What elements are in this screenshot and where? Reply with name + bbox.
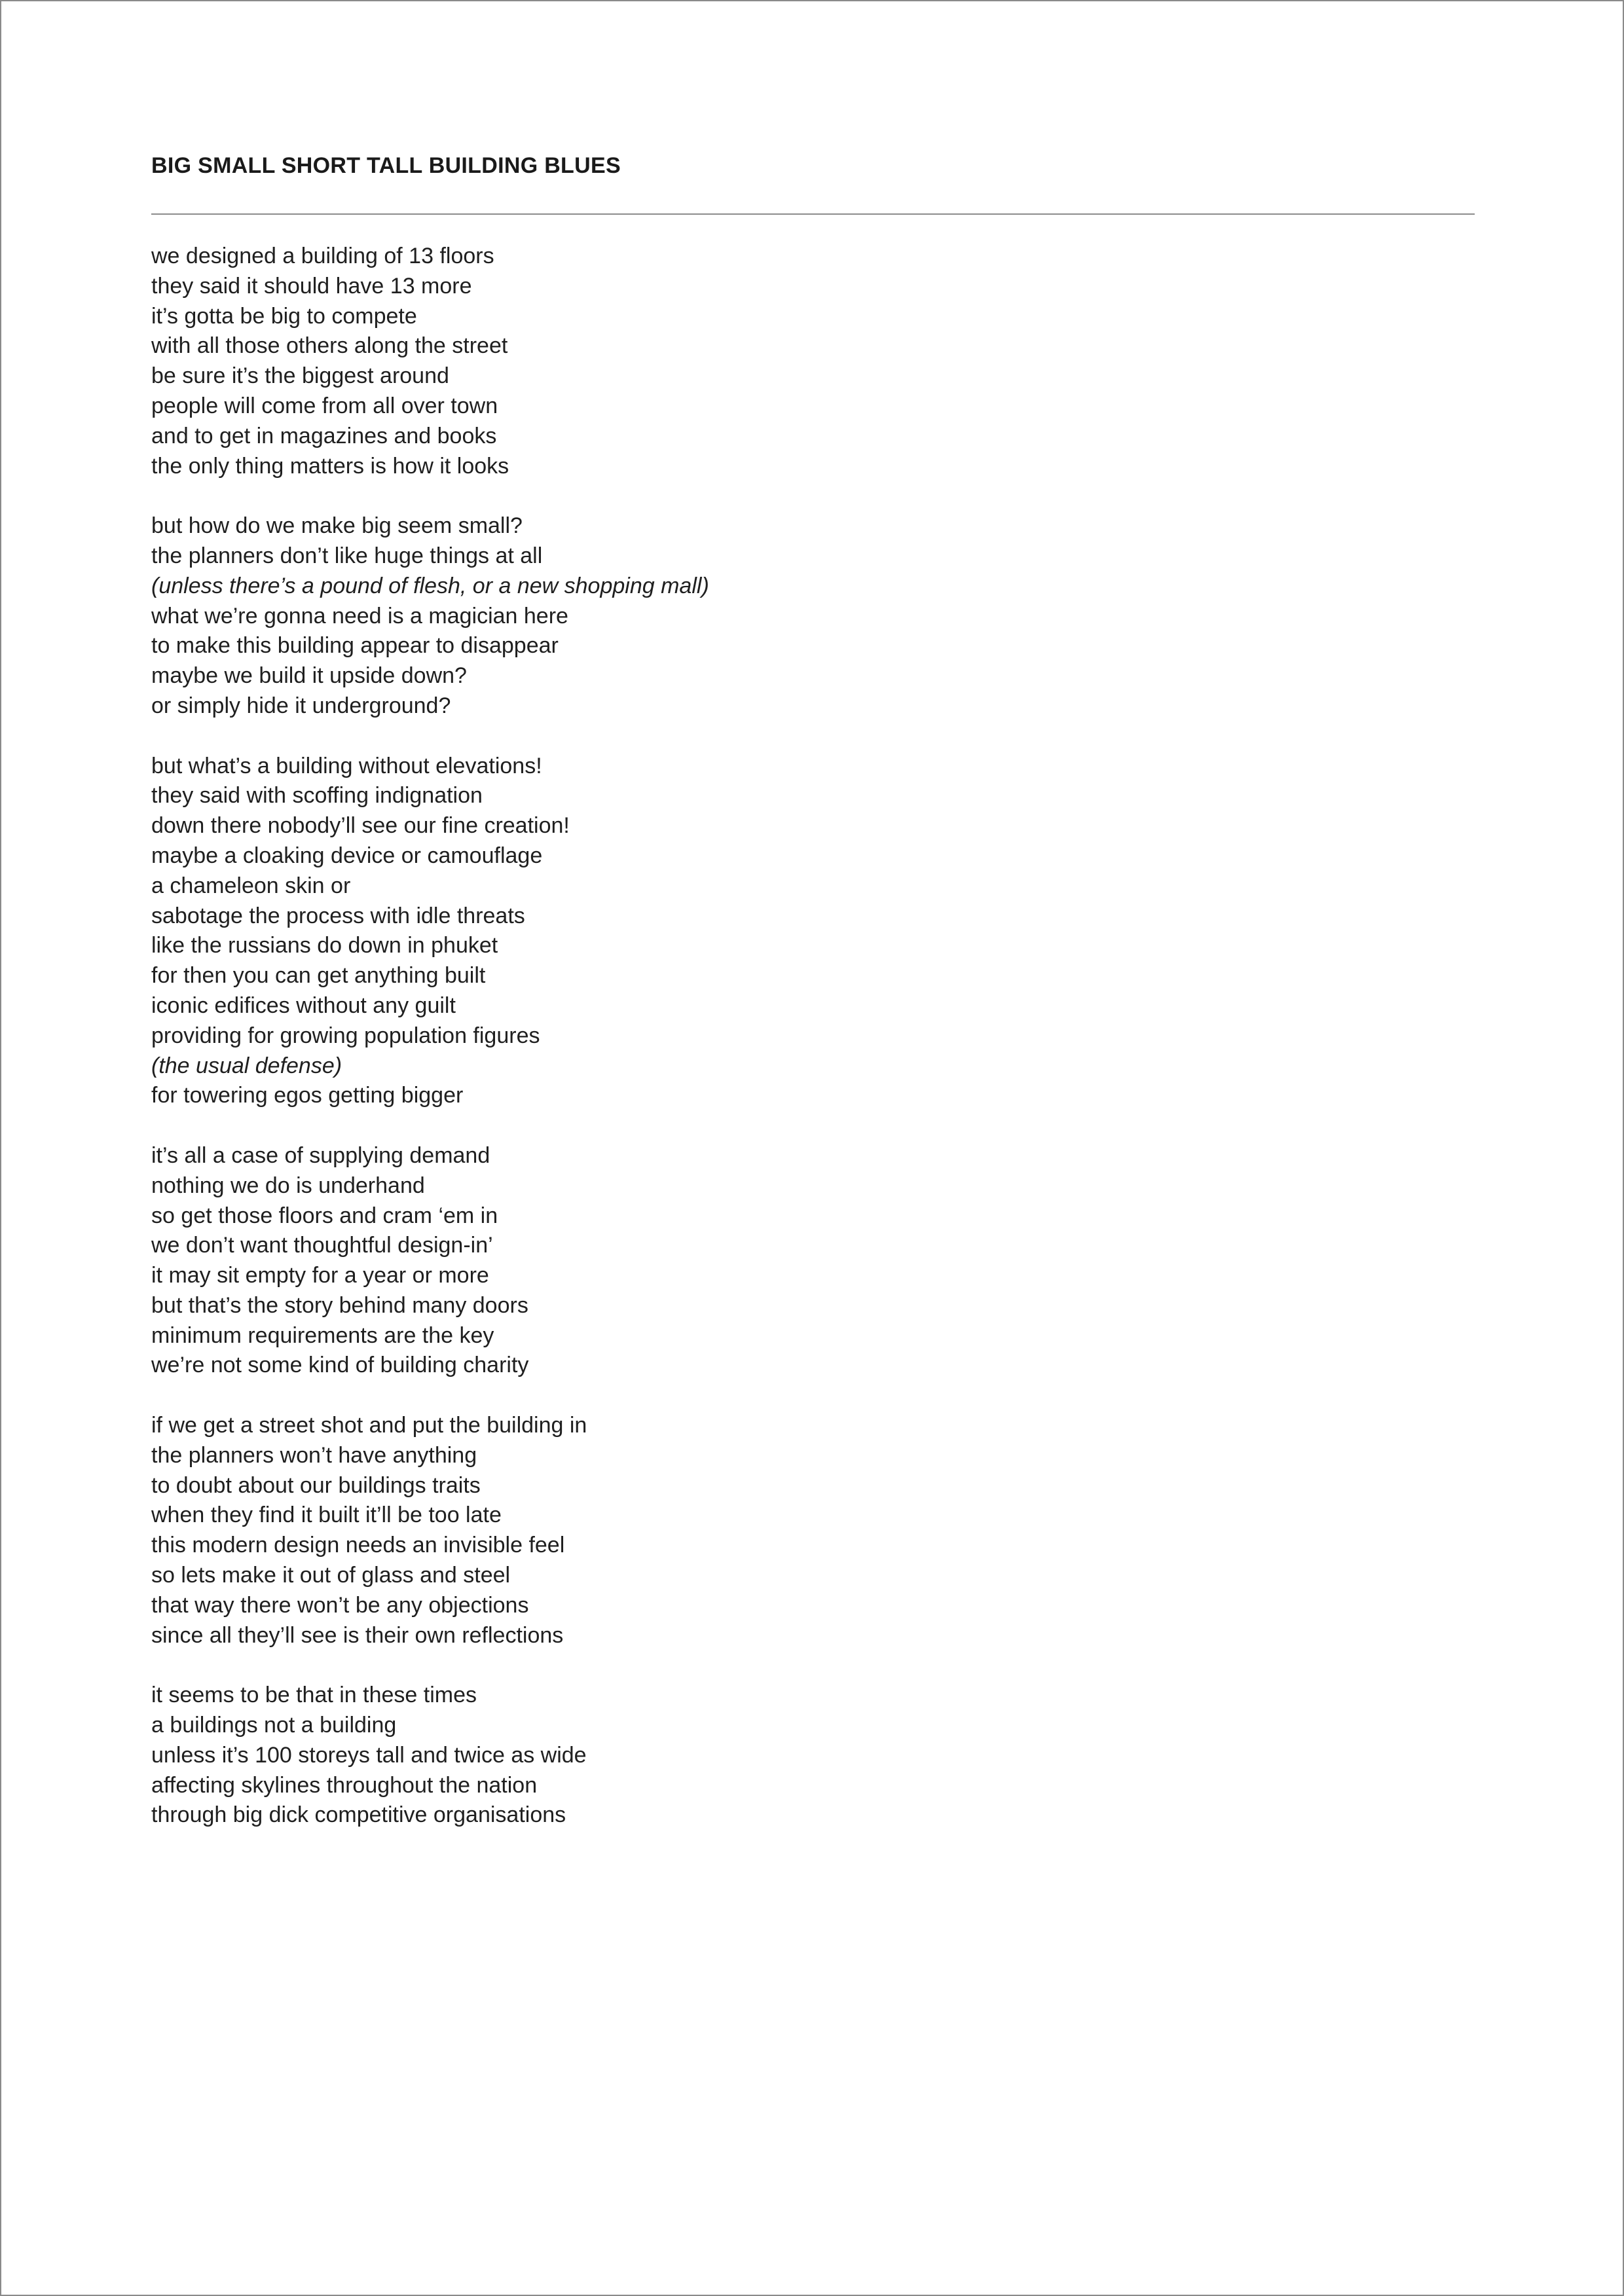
poem-line: to doubt about our buildings traits bbox=[151, 1472, 481, 1498]
poem-stanza bbox=[151, 511, 709, 721]
poem-line: since all they’ll see is their own reflections bbox=[151, 1622, 564, 1648]
poem-line: we don’t want thoughtful design-in’ bbox=[151, 1233, 493, 1258]
poem-body bbox=[151, 242, 709, 1861]
poem-line: this modern design needs an invisible feel bbox=[151, 1533, 565, 1558]
poem-line: down there nobody’ll see our fine creation! bbox=[151, 813, 570, 839]
poem-stanza bbox=[151, 1681, 709, 1831]
poem-line: for then you can get anything built bbox=[151, 963, 486, 989]
poem-stanza bbox=[151, 242, 709, 481]
poem-stanza bbox=[151, 752, 709, 1112]
poem-line: but how do we make big seem small? bbox=[151, 513, 523, 539]
poem-line: it may sit empty for a year or more bbox=[151, 1263, 489, 1288]
poem-line: for towering egos getting bigger bbox=[151, 1083, 464, 1108]
poem-line: through big dick competitive organisations bbox=[151, 1802, 566, 1828]
poem-line: and to get in magazines and books bbox=[151, 423, 497, 448]
poem-line: when they find it built it’ll be too late bbox=[151, 1503, 502, 1528]
poem-line: providing for growing population figures bbox=[151, 1023, 540, 1048]
poem-line: to make this building appear to disappear bbox=[151, 633, 559, 659]
poem-line: that way there won’t be any objections bbox=[151, 1592, 529, 1618]
poem-line: a chameleon skin or bbox=[151, 873, 351, 898]
poem-line: sabotage the process with idle threats bbox=[151, 903, 525, 928]
poem-stanza bbox=[151, 1141, 709, 1381]
poem-line: minimum requirements are the key bbox=[151, 1322, 494, 1348]
poem-line: we’re not some kind of building charity bbox=[151, 1353, 529, 1378]
poem-line: it seems to be that in these times bbox=[151, 1683, 477, 1708]
poem-line: if we get a street shot and put the building in bbox=[151, 1413, 587, 1438]
poem-line: it’s all a case of supplying demand bbox=[151, 1142, 490, 1168]
poem-line: but that’s the story behind many doors bbox=[151, 1292, 528, 1318]
poem-line: nothing we do is underhand bbox=[151, 1173, 425, 1198]
poem-line: we designed a building of 13 floors bbox=[151, 244, 494, 268]
poem-line: but what’s a building without elevations! bbox=[151, 753, 542, 778]
poem-line: the planners don’t like huge things at all bbox=[151, 543, 543, 568]
poem-title: BIG SMALL SHORT TALL BUILDING BLUES bbox=[151, 153, 621, 178]
poem-line: it’s gotta be big to compete bbox=[151, 303, 417, 329]
poem-line: like the russians do down in phuket bbox=[151, 933, 498, 958]
poem-stanza bbox=[151, 1411, 709, 1650]
poem-line: the planners won’t have anything bbox=[151, 1442, 477, 1468]
poem-line: with all those others along the street bbox=[151, 333, 508, 359]
poem-line: they said it should have 13 more bbox=[151, 273, 472, 299]
poem-line: what we’re gonna need is a magician here bbox=[151, 603, 568, 629]
poem-line: or simply hide it underground? bbox=[151, 693, 451, 718]
poem-line: affecting skylines throughout the nation bbox=[151, 1772, 538, 1798]
poem-line: maybe a cloaking device or camouflage bbox=[151, 843, 543, 868]
poem-line: maybe we build it upside down? bbox=[151, 663, 467, 689]
poem-line: (unless there’s a pound of flesh, or a new shopping mall) bbox=[151, 573, 709, 598]
poem-line: they said with scoffing indignation bbox=[151, 783, 483, 809]
poem-line: unless it’s 100 storeys tall and twice as wide bbox=[151, 1742, 587, 1768]
poem-line: so lets make it out of glass and steel bbox=[151, 1563, 511, 1588]
poem-line: so get those floors and cram ‘em in bbox=[151, 1203, 498, 1228]
poem-line: a buildings not a building bbox=[151, 1713, 397, 1738]
poem-line: iconic edifices without any guilt bbox=[151, 993, 456, 1018]
poem-line: be sure it’s the biggest around bbox=[151, 363, 449, 389]
title-divider bbox=[151, 213, 1475, 215]
poem-line: the only thing matters is how it looks bbox=[151, 453, 509, 479]
poem-line: (the usual defense) bbox=[151, 1053, 342, 1078]
poem-line: people will come from all over town bbox=[151, 393, 498, 418]
